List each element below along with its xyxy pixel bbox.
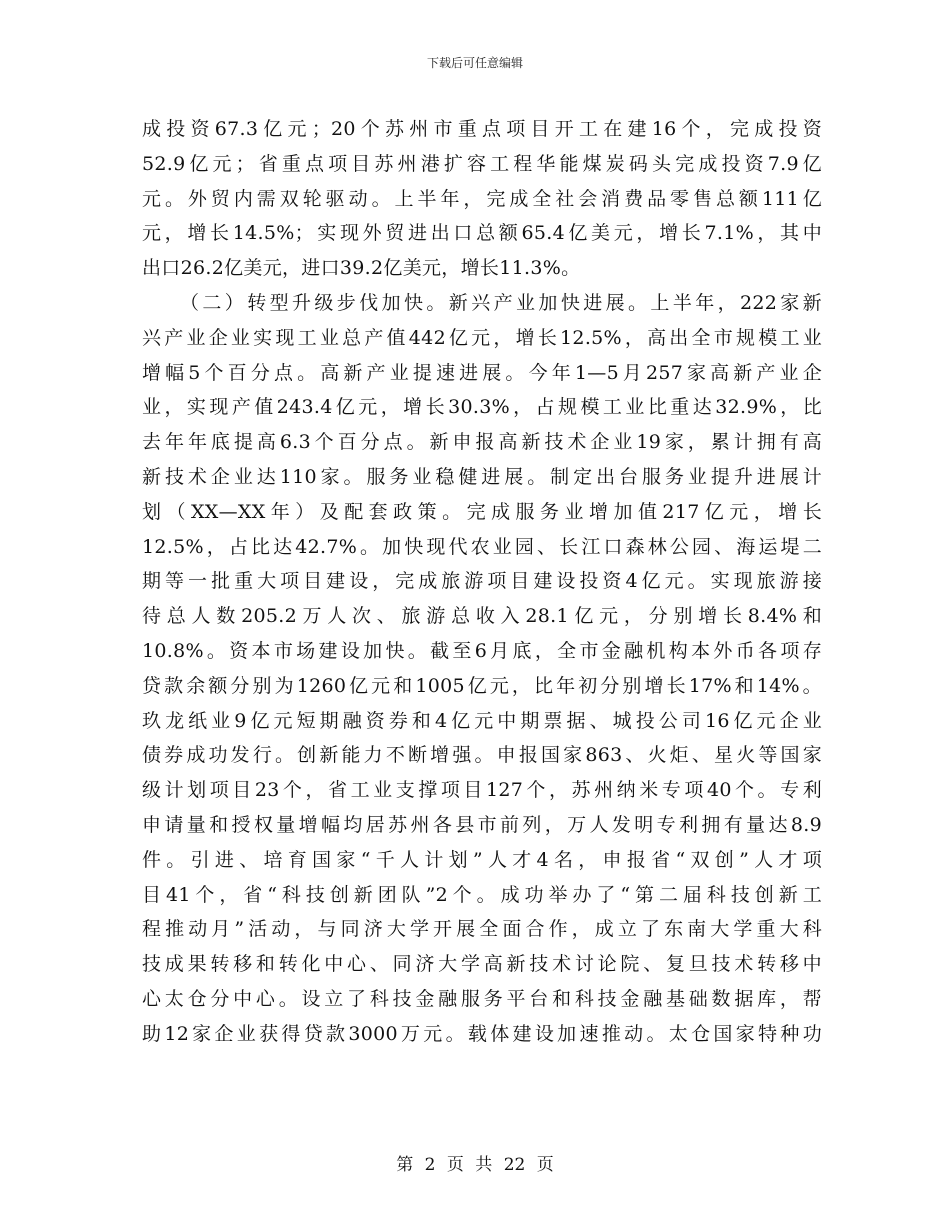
text-line: 10.8%。资本市场建设加快。截至6月底，全市金融机构本外币各项存	[142, 639, 822, 662]
text-line: （二）转型升级步伐加快。新兴产业加快进展。上半年，222家新	[180, 291, 822, 314]
text-line: 52.9亿元；省重点项目苏州港扩容工程华能煤炭码头完成投资7.9亿	[142, 152, 822, 175]
text-line: 兴产业企业实现工业总产值442亿元，增长12.5%，高出全市规模工业	[142, 326, 822, 349]
page-number-footer: 第 2 页 共 22 页	[396, 1155, 554, 1175]
text-line: 待总人数205.2万人次、旅游总收入28.1亿元，分别增长8.4%和	[142, 605, 822, 628]
text-line: 目41个，省“科技创新团队”2个。成功举办了“第二届科技创新工	[142, 883, 822, 906]
text-line: 助12家企业获得贷款3000万元。载体建设加速推动。太仓国家特种功	[142, 1022, 822, 1045]
text-line: 元。外贸内需双轮驱动。上半年，完成全社会消费品零售总额111亿	[142, 187, 822, 210]
page-header-note: 下载后可任意编辑	[426, 56, 523, 70]
text-line: 新技术企业达110家。服务业稳健进展。制定出台服务业提升进展计	[142, 465, 822, 488]
text-line: 出口26.2亿美元，进口39.2亿美元，增长11.3%。	[142, 257, 581, 280]
text-line: 贷款余额分别为1260亿元和1005亿元，比年初分别增长17%和14%。	[142, 674, 822, 697]
text-line: 期等一批重大项目建设，完成旅游项目建设投资4亿元。实现旅游接	[142, 570, 822, 593]
text-line: 程推动月”活动，与同济大学开展全面合作，成立了东南大学重大科	[142, 918, 822, 941]
text-line: 去年年底提高6.3个百分点。新申报高新技术企业19家，累计拥有高	[142, 431, 822, 454]
text-line: 技成果转移和转化中心、同济大学高新技术讨论院、复旦技术转移中	[142, 953, 822, 976]
text-line: 件。引进、培育国家“千人计划”人才4名，申报省“双创”人才项	[142, 848, 822, 871]
text-line: 债券成功发行。创新能力不断增强。申报国家863、火炬、星火等国家	[142, 744, 822, 767]
text-line: 玖龙纸业9亿元短期融资券和4亿元中期票据、城投公司16亿元企业	[142, 709, 822, 732]
text-line: 划（XX—XX年）及配套政策。完成服务业增加值217亿元，增长	[142, 500, 822, 523]
text-line: 增幅5个百分点。高新产业提速进展。今年1—5月257家高新产业企	[142, 361, 822, 384]
text-line: 业，实现产值243.4亿元，增长30.3%，占规模工业比重达32.9%，比	[142, 396, 822, 419]
text-line: 级计划项目23个，省工业支撑项目127个，苏州纳米专项40个。专利	[142, 779, 822, 802]
text-line: 心太仓分中心。设立了科技金融服务平台和科技金融基础数据库，帮	[142, 987, 822, 1010]
text-line: 成投资67.3亿元；20个苏州市重点项目开工在建16个，完成投资	[142, 118, 822, 140]
text-line: 元，增长14.5%；实现外贸进出口总额65.4亿美元，增长7.1%，其中	[142, 222, 822, 245]
text-line: 12.5%，占比达42.7%。加快现代农业园、长江口森林公园、海运堤二	[142, 535, 822, 558]
text-line: 申请量和授权量增幅均居苏州各县市前列，万人发明专利拥有量达8.9	[142, 813, 822, 836]
document-body	[142, 112, 822, 1052]
